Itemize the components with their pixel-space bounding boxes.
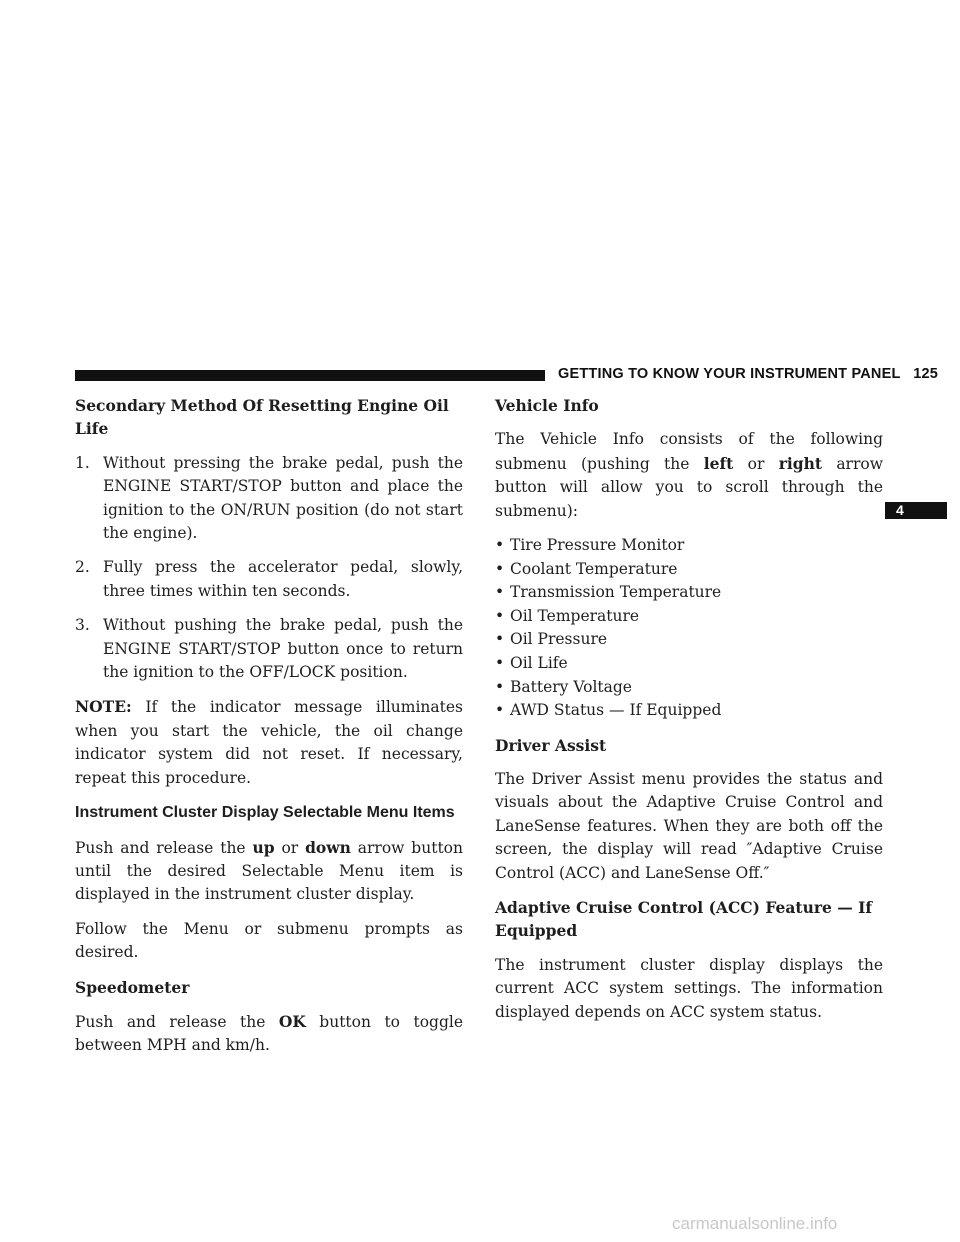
keyword-left: left: [703, 453, 734, 473]
list-item: • Oil Pressure: [495, 628, 883, 651]
header-title: GETTING TO KNOW YOUR INSTRUMENT PANEL: [558, 366, 901, 382]
text-run: or: [733, 454, 779, 473]
keyword-down: down: [305, 837, 351, 857]
vehicle-info-paragraph: [495, 428, 883, 523]
text-run: Push and release the: [75, 838, 253, 857]
note-paragraph: [75, 695, 463, 790]
driver-assist-paragraph: The Driver Assist menu provides the status and visuals about the Adaptive Cruise Control and LaneSense features. When they are both off the screen, the display will read ″Adaptive Cruise Control (ACC) and LaneSense Off.″: [495, 770, 883, 882]
acc-paragraph: The instrument cluster display displays the current ACC system settings. The information displayed depends on ACC system status.: [495, 955, 883, 1021]
section-heading-vehicle-info: Vehicle Info: [495, 396, 599, 415]
list-item: [75, 614, 463, 684]
page-number: 125: [913, 366, 938, 382]
section-heading-oil-reset: Secondary Method Of Resetting Engine Oil Life: [75, 396, 449, 439]
section-heading-acc: Adaptive Cruise Control (ACC) Feature — If Equipped: [495, 898, 873, 941]
step-text: Without pushing the brake pedal, push the ENGINE START/STOP button once to return the ignition to the OFF/LOCK position.: [103, 616, 463, 682]
reset-steps-list: [75, 452, 463, 685]
keyword-right: right: [778, 453, 823, 473]
list-item: • Oil Temperature: [495, 605, 883, 628]
text-run: arrow button will allow you to scroll through the submenu):: [495, 454, 883, 520]
watermark: carmanualsonline.info: [672, 1214, 838, 1233]
list-item: • Transmission Temperature: [495, 581, 883, 604]
running-header: [558, 366, 938, 382]
text-run: button to toggle between MPH and km/h.: [75, 1012, 464, 1055]
menu-paragraph: [75, 836, 463, 907]
list-item: • Oil Life: [495, 652, 883, 675]
list-item: [75, 556, 463, 603]
section-heading-speedometer: Speedometer: [75, 977, 190, 997]
chapter-tab: 4: [885, 502, 947, 519]
step-number: 2.: [75, 558, 90, 577]
text-run: Push and release the: [75, 1012, 279, 1031]
step-text: Without pressing the brake pedal, push the ENGINE START/STOP button and place the ignition to the ON/RUN position (do not start the engine).: [103, 453, 463, 543]
prompts-paragraph: Follow the Menu or submenu prompts as desired.: [75, 919, 463, 962]
text-run: or: [274, 838, 306, 857]
vehicle-info-list: [495, 534, 883, 723]
list-item: • AWD Status — If Equipped: [495, 699, 883, 722]
text-run: The Vehicle Info consists of the following submenu (pushing the: [495, 430, 883, 473]
speedometer-paragraph: [75, 1010, 463, 1058]
list-item: • Battery Voltage: [495, 676, 883, 699]
text-run: arrow button until the desired Selectable Menu item is displayed in the instrument cluster display.: [75, 838, 463, 904]
step-number: 1.: [75, 453, 90, 472]
right-column: [495, 394, 883, 1035]
note-label: NOTE:: [75, 697, 132, 717]
step-number: 3.: [75, 616, 90, 635]
section-heading-driver-assist: Driver Assist: [495, 735, 607, 755]
header-rule: [75, 370, 545, 381]
list-item: [75, 452, 463, 546]
note-text: If the indicator message illuminates when you start the vehicle, the oil change indicator system did not reset. If necessary, repeat this procedure.: [75, 698, 463, 787]
step-text: Fully press the accelerator pedal, slowly, three times within ten seconds.: [103, 558, 463, 600]
list-item: • Tire Pressure Monitor: [495, 534, 883, 557]
keyword-ok: OK: [278, 1011, 306, 1031]
keyword-up: up: [252, 837, 275, 857]
list-item: • Coolant Temperature: [495, 558, 883, 581]
section-heading-menu-items: Instrument Cluster Display Selectable Menu Items: [75, 804, 455, 822]
left-column: [75, 394, 463, 1069]
